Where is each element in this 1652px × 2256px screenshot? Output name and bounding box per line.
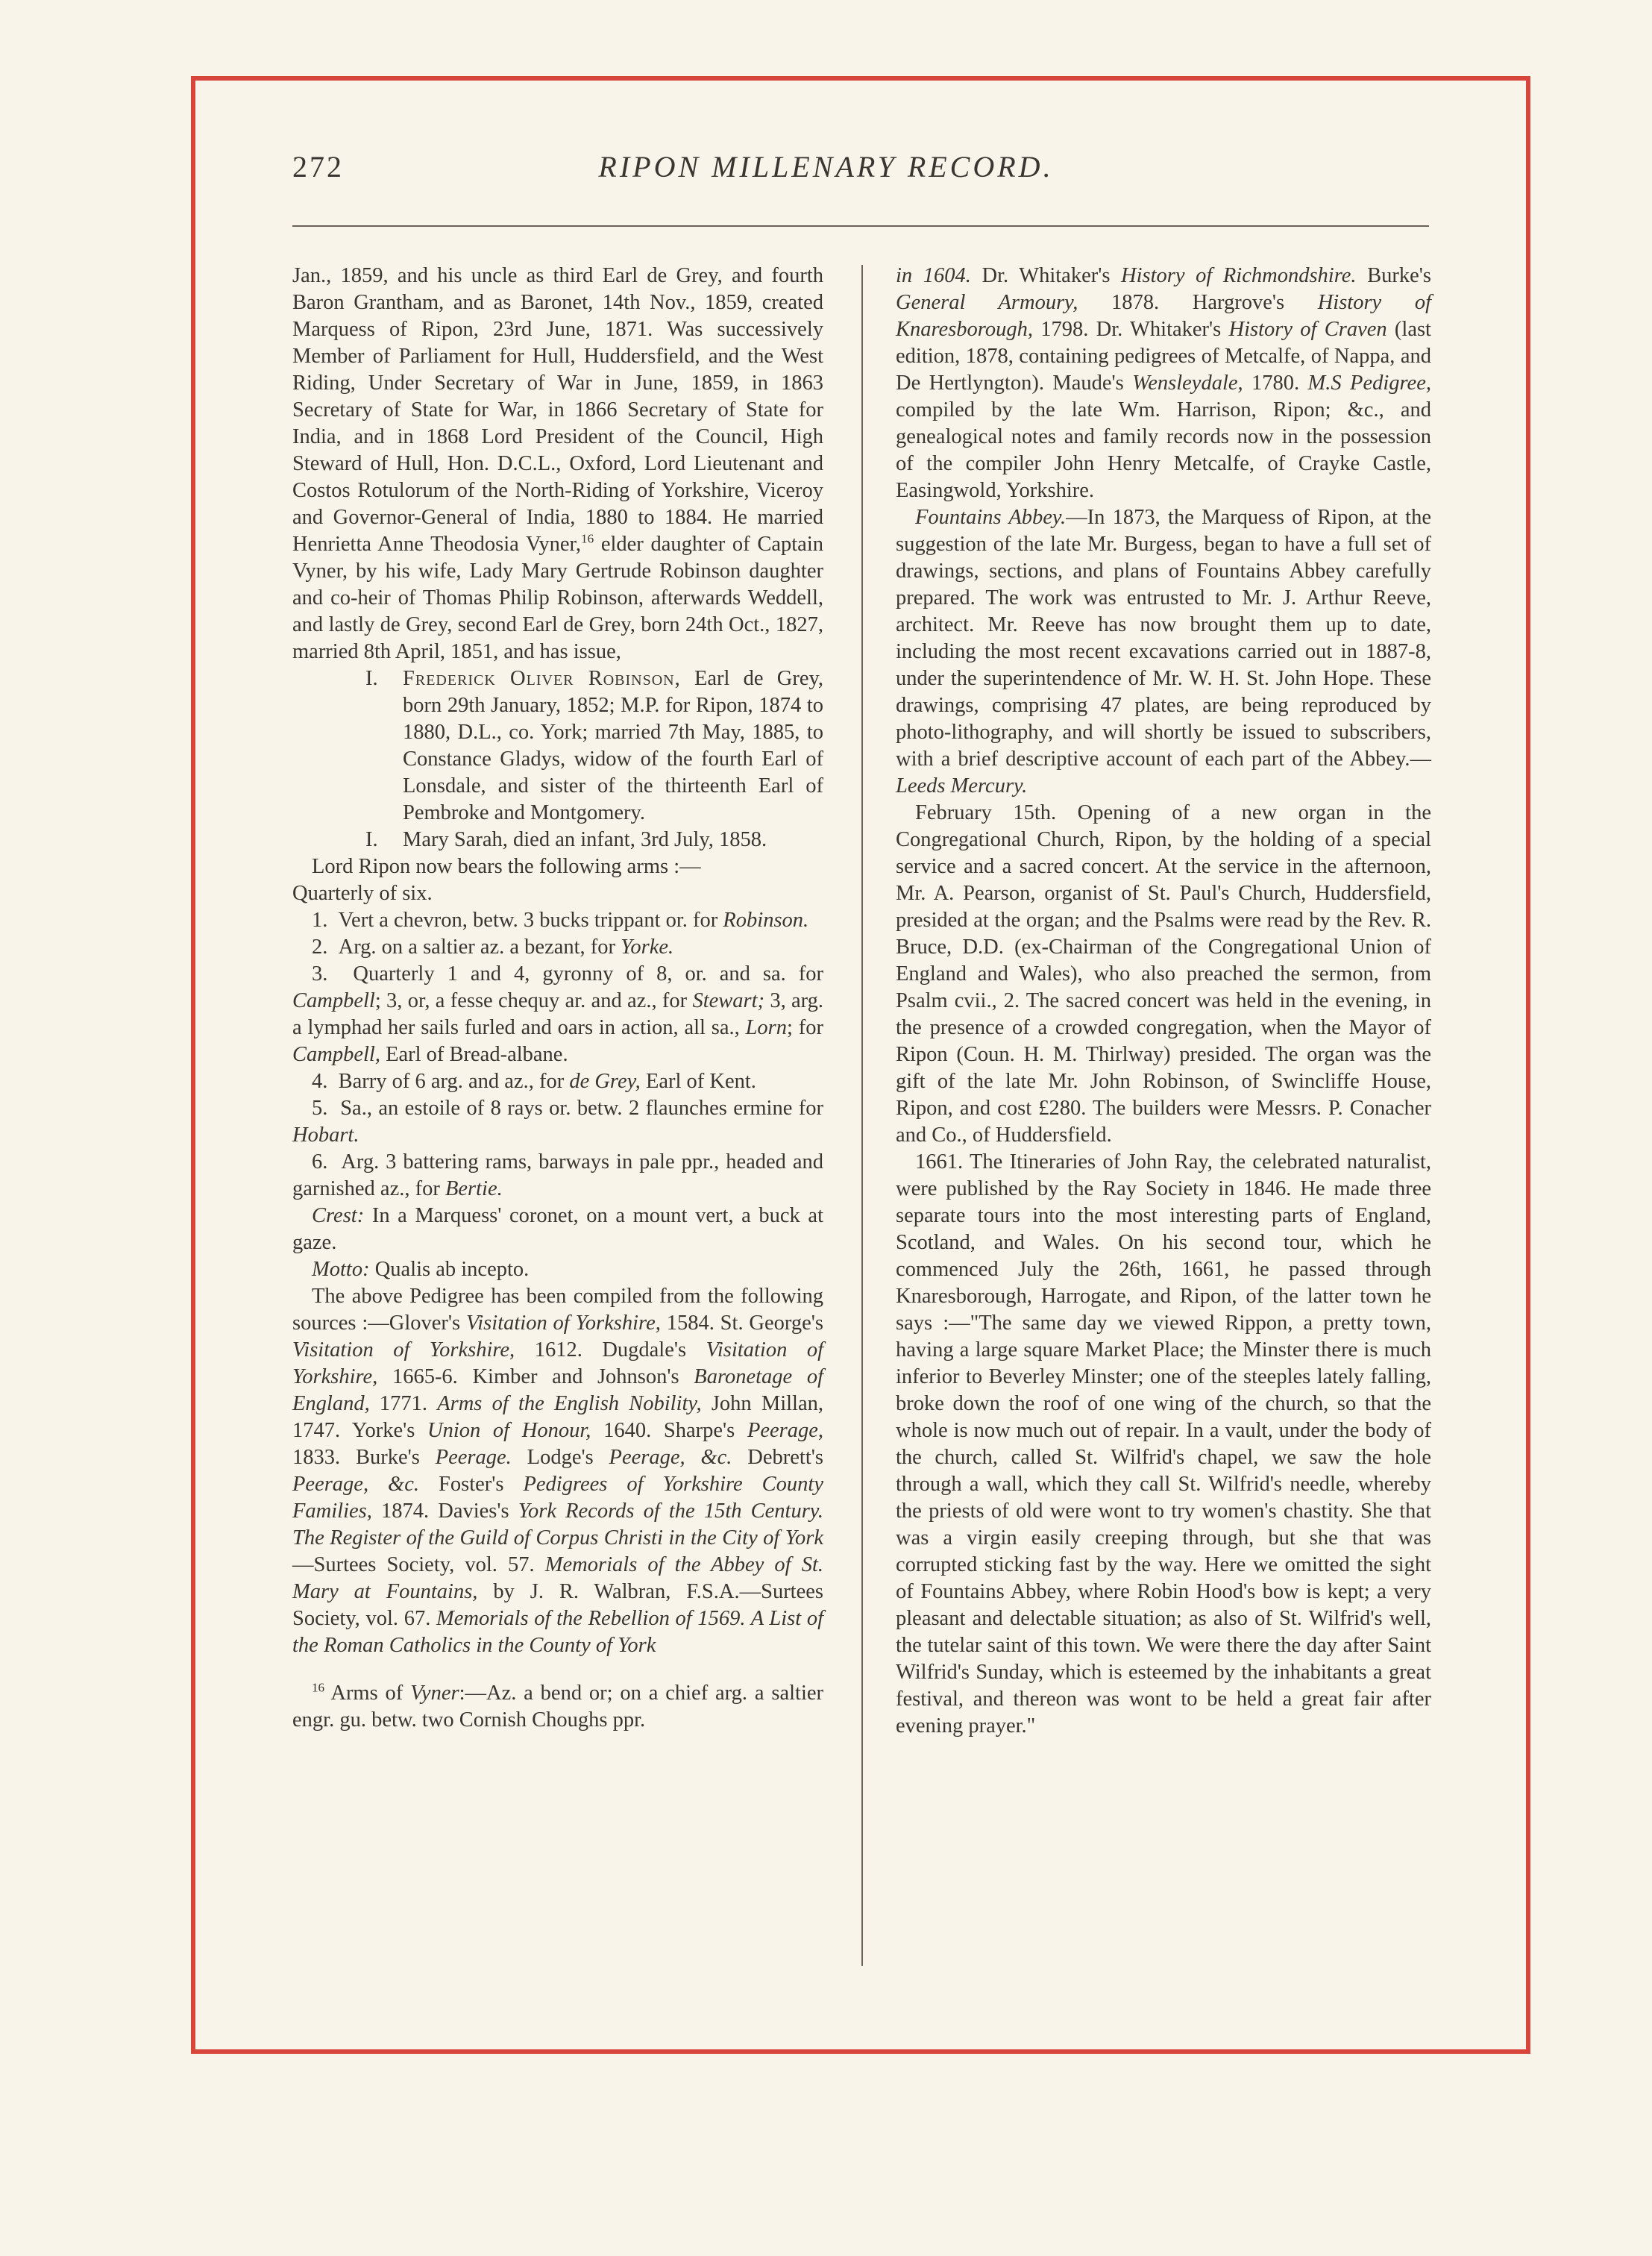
footnote-reference: 16 (581, 531, 594, 546)
motto: Motto: Qualis ab incepto. (312, 1258, 530, 1281)
biography-paragraph (292, 263, 823, 665)
arms-item: 6. Arg. 3 battering rams, barways in pale ppr., headed and garnished az., for Bertie. (292, 1150, 824, 1200)
column-divider (861, 265, 863, 1966)
ray-itineraries-paragraph: 1661. The Itineraries of John Ray, the celebrated naturalist, were published by the Ray Society in 1846. He made three separate tours into the most interesting parts of England, Scotland, and Wales. On his second tour, which he commenced July the 26th, 1661, he passed through Knaresborough, Harrogate, and Ripon, of the latter town he says :—"The same day we viewed Rippon, a pretty town, having a large square Market Place; the Minster there is much inferior to Beverley Minster; one of the steeples lately falling, broke down the roof of one wing of the church, so that the whole is now much out of repair. In a vault, under the body of the church, called St. Wilfrid's chapel, we saw the hole through a wall, which they call St. Wilfrid's needle, whereby the priests of old were wont to try women's chastity. She that was a virgin easily creeping through, but she that was corrupted sticking fast by the way. Here we omitted the sight of Fountains Abbey, where Robin Hood's bow is kept; a very pleasant and delectable situation; as also of St. Wilfrid's well, the tutelar saint of this town. We were there the day after Saint Wilfrid's Sunday, which is esteemed by the inhabitants a great festival, and thereon was wont to be held a great fair after evening prayer." (896, 1150, 1431, 1738)
running-title: RIPON MILLENARY RECORD. (598, 150, 1054, 184)
page-number: 272 (292, 150, 344, 184)
arms-item: 4. Barry of 6 arg. and az., for de Grey, Earl of Kent. (312, 1070, 756, 1093)
arms-item: 2. Arg. on a saltier az. a bezant, for Yorke. (312, 936, 674, 959)
left-column (292, 263, 823, 1734)
issue-name: Frederick Oliver Robinson, (403, 667, 681, 690)
footnote-mark: 16 (312, 1680, 325, 1695)
header-rule (292, 225, 1429, 227)
arms-intro: Lord Ripon now bears the following arms :— (312, 855, 701, 878)
issue-number: I. (365, 828, 378, 851)
sources-continued: in 1604. Dr. Whitaker's History of Richmondshire. Burke's General Armoury, 1878. Hargrove's History of Knaresborough, 1798. Dr. Whitaker's History of Craven (last edition, 1878, containing pedigrees of Metcalfe, of Nappa, and De Hertlyngton). Maude's Wensleydale, 1780. M.S Pedigree, compiled by the late Wm. Harrison, Ripon; &c., and genealogical notes and family records now in the possession of the compiler John Henry Metcalfe, of Crayke Castle, Easingwold, Yorkshire. (896, 264, 1431, 502)
arms-item: 5. Sa., an estoile of 8 rays or. betw. 2 flaunches ermine for Hobart. (292, 1097, 824, 1147)
issue-item (292, 665, 823, 827)
organ-paragraph: February 15th. Opening of a new organ in the Congregational Church, Ripon, by the holding of a special service and a sacred concert. At the service in the afternoon, Mr. A. Pearson, organist of St. Paul's Church, Huddersfield, presided at the organ; and the Psalms were read by the Rev. R. Bruce, D.D. (ex-Chairman of the Congregational Union of England and Wales), who also preached the sermon, from Psalm cvii., 2. The sacred concert was held in the evening, in the presence of a crowded congregation, when the Mayor of Ripon (Coun. H. M. Thirlway) presided. The organ was the gift of the late Mr. John Robinson, of Swincliffe House, Ripon, and cost £280. The builders were Messrs. P. Conacher and Co., of Huddersfield. (896, 801, 1431, 1147)
issue-number: I. (365, 667, 378, 690)
biography-text-cont: elder daughter of Captain Vyner, by his wife, Lady Mary Gertrude Robinson daughter and co-heir of Thomas Philip Robinson, afterwards Weddell, and lastly de Grey, second Earl de Grey, born 24th Oct., 1827, married 8th April, 1851, and has issue, (292, 533, 823, 663)
right-column (896, 263, 1431, 1740)
issue-item (292, 827, 823, 853)
crest: Crest: In a Marquess' coronet, on a mount vert, a buck at gaze. (292, 1204, 823, 1254)
arms-item: 3. Quarterly 1 and 4, gyronny of 8, or. and sa. for Campbell; 3, or, a fesse chequy ar. and az., for Stewart; 3, arg. a lymphad her sails furled and oars in action, all sa., Lorn; for Campbell, Earl of Bread-albane. (292, 962, 824, 1066)
issue-text: Earl de Grey, born 29th January, 1852; M.P. for Ripon, 1874 to 1880, D.L., co. York; married 7th May, 1885, to Constance Gladys, widow of the fourth Earl of Lonsdale, and sister of the thirteenth Earl of Pembroke and Montgomery. (403, 667, 823, 824)
arms-quarterly: Quarterly of six. (292, 882, 433, 905)
biography-text: Jan., 1859, and his uncle as third Earl de Grey, and fourth Baron Grantham, and as Baronet, 14th Nov., 1859, created Marquess of Ripon, 23rd June, 1871. Was successively Member of Parliament for Hull, Huddersfield, and the West Riding, Under Secretary of War in June, 1859, in 1863 Secretary of State for War, in 1866 Secretary of State for India, and in 1868 Lord President of the Council, High Steward of Hull, Hon. D.C.L., Oxford, Lord Lieutenant and Costos Rotulorum of the North-Riding of Yorkshire, Viceroy and Governor-General of India, 1880 to 1884. He married Henrietta Anne Theodosia Vyner, (292, 264, 823, 556)
issue-text: Mary Sarah, died an infant, 3rd July, 1858. (403, 828, 767, 851)
fountains-abbey-paragraph: Fountains Abbey.—In 1873, the Marquess of Ripon, at the suggestion of the late Mr. Burgess, began to have a full set of drawings, sections, and plans of Fountains Abbey carefully prepared. The work was entrusted to Mr. J. Arthur Reeve, architect. Mr. Reeve has now brought them up to date, including the most recent excavations carried out in 1887-8, under the superintendence of Mr. W. H. St. John Hope. These drawings, comprising 47 plates, are being reproduced by photo-lithography, and will shortly be issued to subscribers, with a brief descriptive account of each part of the Abbey.—Leeds Mercury. (896, 506, 1431, 798)
arms-item: 1. Vert a chevron, betw. 3 bucks trippant or. for Robinson. (312, 909, 809, 932)
footnote: $^{16}$ Arms of Vyner:—Az. a bend or; on a chief arg. a saltier engr. gu. betw. two Cornish Choughs ppr. (292, 1680, 823, 1732)
sources-paragraph: The above Pedigree has been compiled from the following sources :—Glover's Visitation of Yorkshire, 1584. St. George's Visitation of Yorkshire, 1612. Dugdale's Visitation of Yorkshire, 1665-6. Kimber and Johnson's Baronetage of England, 1771. Arms of the English Nobility, John Millan, 1747. Yorke's Union of Honour, 1640. Sharpe's Peerage, 1833. Burke's Peerage. Lodge's Peerage, &c. Debrett's Peerage, &c. Foster's Pedigrees of Yorkshire County Families, 1874. Davies's York Records of the 15th Century. The Register of the Guild of Corpus Christi in the City of York—Surtees Society, vol. 57. Memorials of the Abbey of St. Mary at Fountains, by J. R. Walbran, F.S.A.—Surtees Society, vol. 67. Memorials of the Rebellion of 1569. A List of the Roman Catholics in the County of York (292, 1285, 824, 1657)
